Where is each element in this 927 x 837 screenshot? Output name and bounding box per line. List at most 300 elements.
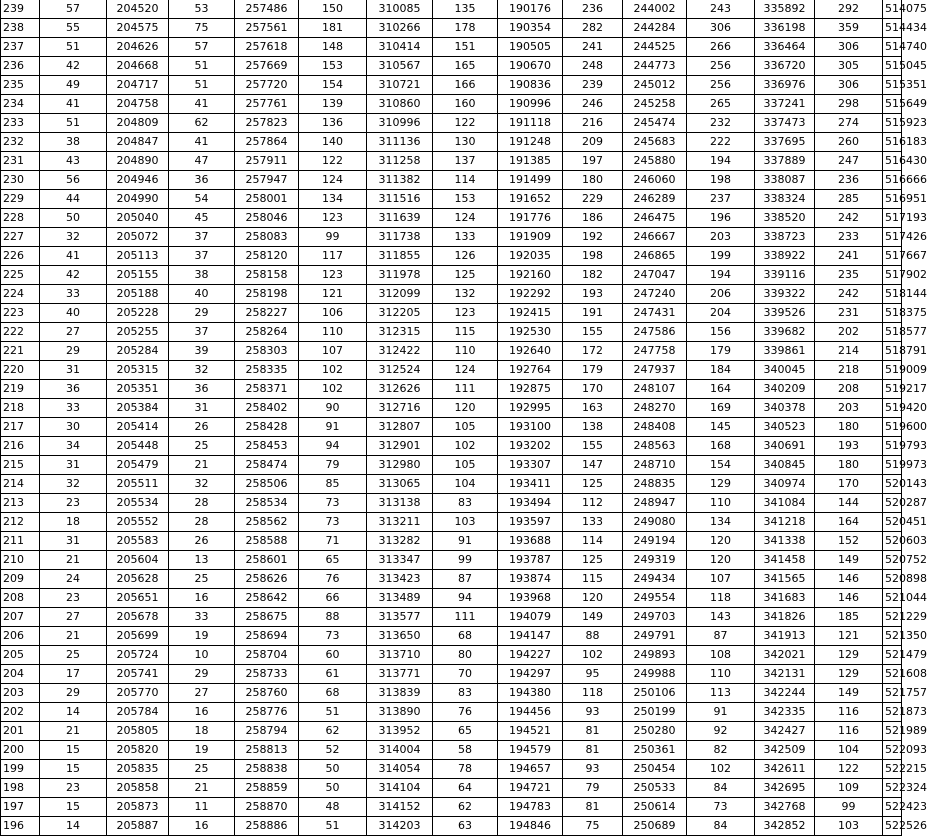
table-cell: 340378 xyxy=(755,399,815,418)
table-cell: 520898 xyxy=(883,570,902,589)
table-cell: 336198 xyxy=(755,19,815,38)
table-cell: 179 xyxy=(563,361,623,380)
table-cell: 246289 xyxy=(623,190,687,209)
table-cell: 54 xyxy=(169,190,235,209)
table-cell: 194380 xyxy=(498,684,563,703)
table-cell: 312524 xyxy=(367,361,433,380)
table-cell: 521608 xyxy=(883,665,902,684)
table-cell: 258158 xyxy=(235,266,299,285)
table-cell: 45 xyxy=(169,209,235,228)
table-cell: 192875 xyxy=(498,380,563,399)
table-cell: 31 xyxy=(40,361,107,380)
table-cell: 235 xyxy=(815,266,883,285)
table-cell: 92 xyxy=(687,722,755,741)
table-row xyxy=(1,361,902,380)
table-cell: 245683 xyxy=(623,133,687,152)
table-cell: 164 xyxy=(815,513,883,532)
table-cell: 342021 xyxy=(755,646,815,665)
table-cell: 194657 xyxy=(498,760,563,779)
table-cell: 205552 xyxy=(107,513,169,532)
table-cell: 153 xyxy=(433,190,498,209)
table-cell: 37 xyxy=(169,247,235,266)
table-cell: 41 xyxy=(40,95,107,114)
table-cell: 107 xyxy=(687,570,755,589)
table-cell: 190354 xyxy=(498,19,563,38)
table-cell: 62 xyxy=(299,722,367,741)
table-cell: 515045 xyxy=(883,57,902,76)
table-cell: 313423 xyxy=(367,570,433,589)
table-cell: 339526 xyxy=(755,304,815,323)
table-cell: 47 xyxy=(169,152,235,171)
table-cell: 205583 xyxy=(107,532,169,551)
table-cell: 122 xyxy=(433,114,498,133)
table-row xyxy=(1,380,902,399)
table-cell: 29 xyxy=(40,342,107,361)
table-cell: 14 xyxy=(40,703,107,722)
table-cell: 50 xyxy=(299,760,367,779)
row-score-cell: 200 xyxy=(1,741,40,760)
table-cell: 15 xyxy=(40,798,107,817)
table-cell: 191776 xyxy=(498,209,563,228)
table-cell: 81 xyxy=(563,722,623,741)
table-cell: 312807 xyxy=(367,418,433,437)
table-cell: 247937 xyxy=(623,361,687,380)
table-cell: 130 xyxy=(433,133,498,152)
table-cell: 258506 xyxy=(235,475,299,494)
table-cell: 204890 xyxy=(107,152,169,171)
table-cell: 62 xyxy=(169,114,235,133)
table-row xyxy=(1,38,902,57)
table-cell: 29 xyxy=(169,304,235,323)
table-cell: 312205 xyxy=(367,304,433,323)
table-cell: 205448 xyxy=(107,437,169,456)
table-cell: 336976 xyxy=(755,76,815,95)
table-cell: 515351 xyxy=(883,76,902,95)
table-cell: 115 xyxy=(433,323,498,342)
row-score-cell: 219 xyxy=(1,380,40,399)
table-cell: 514075 xyxy=(883,0,902,19)
table-cell: 306 xyxy=(815,76,883,95)
table-cell: 26 xyxy=(169,532,235,551)
table-cell: 341565 xyxy=(755,570,815,589)
table-cell: 516183 xyxy=(883,133,902,152)
row-score-cell: 205 xyxy=(1,646,40,665)
table-cell: 519793 xyxy=(883,437,902,456)
table-cell: 21 xyxy=(40,722,107,741)
table-cell: 150 xyxy=(299,0,367,19)
table-cell: 257823 xyxy=(235,114,299,133)
table-cell: 205315 xyxy=(107,361,169,380)
table-cell: 313138 xyxy=(367,494,433,513)
table-cell: 36 xyxy=(169,171,235,190)
table-cell: 194297 xyxy=(498,665,563,684)
row-score-cell: 211 xyxy=(1,532,40,551)
table-cell: 311978 xyxy=(367,266,433,285)
table-cell: 205678 xyxy=(107,608,169,627)
table-cell: 93 xyxy=(563,760,623,779)
table-cell: 113 xyxy=(687,684,755,703)
table-cell: 146 xyxy=(815,589,883,608)
row-score-cell: 239 xyxy=(1,0,40,19)
table-cell: 342768 xyxy=(755,798,815,817)
table-cell: 115 xyxy=(563,570,623,589)
table-cell: 53 xyxy=(169,0,235,19)
table-cell: 258335 xyxy=(235,361,299,380)
table-cell: 32 xyxy=(40,475,107,494)
table-cell: 258474 xyxy=(235,456,299,475)
table-cell: 341913 xyxy=(755,627,815,646)
table-cell: 138 xyxy=(563,418,623,437)
table-cell: 50 xyxy=(299,779,367,798)
table-cell: 205228 xyxy=(107,304,169,323)
table-row xyxy=(1,95,902,114)
table-cell: 160 xyxy=(433,95,498,114)
table-cell: 79 xyxy=(299,456,367,475)
table-cell: 19 xyxy=(169,627,235,646)
row-score-cell: 230 xyxy=(1,171,40,190)
table-cell: 179 xyxy=(687,342,755,361)
table-cell: 65 xyxy=(433,722,498,741)
table-cell: 311382 xyxy=(367,171,433,190)
table-cell: 180 xyxy=(815,418,883,437)
table-cell: 258642 xyxy=(235,589,299,608)
table-cell: 314203 xyxy=(367,817,433,836)
table-cell: 305 xyxy=(815,57,883,76)
table-cell: 204847 xyxy=(107,133,169,152)
table-cell: 245880 xyxy=(623,152,687,171)
table-cell: 91 xyxy=(687,703,755,722)
table-cell: 65 xyxy=(299,551,367,570)
table-cell: 203 xyxy=(815,399,883,418)
table-cell: 152 xyxy=(815,532,883,551)
table-cell: 192640 xyxy=(498,342,563,361)
table-cell: 63 xyxy=(433,817,498,836)
table-cell: 206 xyxy=(687,285,755,304)
table-cell: 124 xyxy=(433,209,498,228)
table-cell: 21 xyxy=(169,456,235,475)
table-cell: 246865 xyxy=(623,247,687,266)
table-cell: 57 xyxy=(40,0,107,19)
table-cell: 205384 xyxy=(107,399,169,418)
table-cell: 114 xyxy=(563,532,623,551)
table-cell: 204758 xyxy=(107,95,169,114)
table-row xyxy=(1,437,902,456)
table-cell: 94 xyxy=(433,589,498,608)
table-cell: 518791 xyxy=(883,342,902,361)
table-cell: 148 xyxy=(299,38,367,57)
table-cell: 312099 xyxy=(367,285,433,304)
table-cell: 87 xyxy=(433,570,498,589)
table-cell: 90 xyxy=(299,399,367,418)
table-row xyxy=(1,76,902,95)
table-cell: 519420 xyxy=(883,399,902,418)
table-cell: 239 xyxy=(563,76,623,95)
table-cell: 337241 xyxy=(755,95,815,114)
table-cell: 83 xyxy=(433,494,498,513)
table-cell: 244525 xyxy=(623,38,687,57)
table-cell: 258626 xyxy=(235,570,299,589)
table-cell: 337473 xyxy=(755,114,815,133)
table-cell: 311738 xyxy=(367,228,433,247)
table-cell: 241 xyxy=(563,38,623,57)
table-cell: 170 xyxy=(815,475,883,494)
table-cell: 520287 xyxy=(883,494,902,513)
table-cell: 154 xyxy=(687,456,755,475)
table-cell: 149 xyxy=(815,551,883,570)
table-cell: 28 xyxy=(169,513,235,532)
table-cell: 111 xyxy=(433,608,498,627)
table-cell: 194721 xyxy=(498,779,563,798)
table-cell: 125 xyxy=(433,266,498,285)
table-row xyxy=(1,646,902,665)
table-cell: 337889 xyxy=(755,152,815,171)
table-cell: 520603 xyxy=(883,532,902,551)
row-score-cell: 221 xyxy=(1,342,40,361)
table-cell: 314004 xyxy=(367,741,433,760)
table-cell: 194 xyxy=(687,152,755,171)
table-row xyxy=(1,684,902,703)
table-cell: 120 xyxy=(687,532,755,551)
table-cell: 313577 xyxy=(367,608,433,627)
table-row xyxy=(1,741,902,760)
table-cell: 99 xyxy=(815,798,883,817)
table-cell: 313839 xyxy=(367,684,433,703)
table-cell: 313890 xyxy=(367,703,433,722)
table-cell: 231 xyxy=(815,304,883,323)
table-cell: 129 xyxy=(815,646,883,665)
row-score-cell: 214 xyxy=(1,475,40,494)
row-score-cell: 232 xyxy=(1,133,40,152)
table-cell: 311639 xyxy=(367,209,433,228)
table-cell: 55 xyxy=(40,19,107,38)
table-cell: 340523 xyxy=(755,418,815,437)
table-cell: 237 xyxy=(687,190,755,209)
table-cell: 311855 xyxy=(367,247,433,266)
table-cell: 36 xyxy=(169,380,235,399)
table-cell: 205604 xyxy=(107,551,169,570)
table-cell: 340691 xyxy=(755,437,815,456)
table-cell: 50 xyxy=(40,209,107,228)
table-row xyxy=(1,494,902,513)
table-cell: 147 xyxy=(563,456,623,475)
table-cell: 192 xyxy=(563,228,623,247)
table-cell: 122 xyxy=(815,760,883,779)
table-cell: 111 xyxy=(433,380,498,399)
table-cell: 155 xyxy=(563,323,623,342)
table-cell: 244284 xyxy=(623,19,687,38)
row-score-cell: 218 xyxy=(1,399,40,418)
table-cell: 242 xyxy=(815,285,883,304)
table-cell: 520752 xyxy=(883,551,902,570)
table-cell: 15 xyxy=(40,760,107,779)
table-cell: 42 xyxy=(40,266,107,285)
table-cell: 156 xyxy=(687,323,755,342)
table-cell: 204990 xyxy=(107,190,169,209)
table-cell: 40 xyxy=(40,304,107,323)
table-cell: 258453 xyxy=(235,437,299,456)
table-cell: 73 xyxy=(687,798,755,817)
table-cell: 194846 xyxy=(498,817,563,836)
table-cell: 265 xyxy=(687,95,755,114)
table-cell: 244773 xyxy=(623,57,687,76)
row-score-cell: 213 xyxy=(1,494,40,513)
table-cell: 118 xyxy=(563,684,623,703)
table-cell: 30 xyxy=(40,418,107,437)
row-score-cell: 222 xyxy=(1,323,40,342)
table-cell: 125 xyxy=(563,551,623,570)
table-cell: 248107 xyxy=(623,380,687,399)
table-cell: 144 xyxy=(815,494,883,513)
table-cell: 515923 xyxy=(883,114,902,133)
table-cell: 125 xyxy=(563,475,623,494)
table-cell: 57 xyxy=(169,38,235,57)
table-cell: 257947 xyxy=(235,171,299,190)
table-row xyxy=(1,285,902,304)
table-cell: 336464 xyxy=(755,38,815,57)
table-row xyxy=(1,456,902,475)
table-cell: 517193 xyxy=(883,209,902,228)
table-cell: 66 xyxy=(299,589,367,608)
table-cell: 204717 xyxy=(107,76,169,95)
table-row xyxy=(1,817,902,836)
table-cell: 73 xyxy=(299,494,367,513)
table-row xyxy=(1,703,902,722)
table-cell: 205113 xyxy=(107,247,169,266)
table-cell: 312315 xyxy=(367,323,433,342)
table-cell: 205351 xyxy=(107,380,169,399)
table-cell: 191 xyxy=(563,304,623,323)
table-cell: 38 xyxy=(169,266,235,285)
table-cell: 73 xyxy=(299,513,367,532)
table-row xyxy=(1,228,902,247)
table-cell: 204668 xyxy=(107,57,169,76)
table-cell: 51 xyxy=(169,57,235,76)
table-cell: 186 xyxy=(563,209,623,228)
table-cell: 257618 xyxy=(235,38,299,57)
table-cell: 27 xyxy=(40,323,107,342)
table-cell: 258870 xyxy=(235,798,299,817)
table-cell: 91 xyxy=(433,532,498,551)
table-cell: 103 xyxy=(815,817,883,836)
table-cell: 123 xyxy=(299,266,367,285)
table-cell: 340209 xyxy=(755,380,815,399)
table-cell: 310266 xyxy=(367,19,433,38)
row-score-cell: 197 xyxy=(1,798,40,817)
table-cell: 99 xyxy=(299,228,367,247)
table-cell: 197 xyxy=(563,152,623,171)
table-cell: 342695 xyxy=(755,779,815,798)
table-row xyxy=(1,399,902,418)
table-cell: 194 xyxy=(687,266,755,285)
table-cell: 341458 xyxy=(755,551,815,570)
table-cell: 110 xyxy=(687,665,755,684)
row-score-cell: 224 xyxy=(1,285,40,304)
table-cell: 258776 xyxy=(235,703,299,722)
table-cell: 249988 xyxy=(623,665,687,684)
table-cell: 258694 xyxy=(235,627,299,646)
table-cell: 313710 xyxy=(367,646,433,665)
table-cell: 522324 xyxy=(883,779,902,798)
table-cell: 199 xyxy=(687,247,755,266)
table-cell: 310085 xyxy=(367,0,433,19)
table-row xyxy=(1,608,902,627)
table-cell: 25 xyxy=(169,570,235,589)
table-cell: 314054 xyxy=(367,760,433,779)
table-cell: 520143 xyxy=(883,475,902,494)
table-cell: 521229 xyxy=(883,608,902,627)
table-cell: 203 xyxy=(687,228,755,247)
table-cell: 139 xyxy=(299,95,367,114)
table-cell: 232 xyxy=(687,114,755,133)
table-cell: 198 xyxy=(563,247,623,266)
row-score-cell: 237 xyxy=(1,38,40,57)
table-cell: 517902 xyxy=(883,266,902,285)
table-row xyxy=(1,133,902,152)
row-score-cell: 208 xyxy=(1,589,40,608)
table-cell: 314152 xyxy=(367,798,433,817)
table-cell: 340045 xyxy=(755,361,815,380)
table-cell: 136 xyxy=(299,114,367,133)
table-cell: 342509 xyxy=(755,741,815,760)
table-cell: 194456 xyxy=(498,703,563,722)
table-cell: 205155 xyxy=(107,266,169,285)
table-cell: 153 xyxy=(299,57,367,76)
table-cell: 194783 xyxy=(498,798,563,817)
table-cell: 134 xyxy=(299,190,367,209)
table-cell: 191385 xyxy=(498,152,563,171)
table-cell: 282 xyxy=(563,19,623,38)
table-cell: 193874 xyxy=(498,570,563,589)
table-cell: 32 xyxy=(169,361,235,380)
table-cell: 154 xyxy=(299,76,367,95)
table-cell: 29 xyxy=(40,684,107,703)
table-cell: 229 xyxy=(563,190,623,209)
table-cell: 124 xyxy=(433,361,498,380)
table-cell: 191248 xyxy=(498,133,563,152)
table-cell: 245012 xyxy=(623,76,687,95)
table-cell: 31 xyxy=(40,456,107,475)
table-cell: 76 xyxy=(433,703,498,722)
table-cell: 216 xyxy=(563,114,623,133)
table-cell: 342131 xyxy=(755,665,815,684)
table-cell: 335892 xyxy=(755,0,815,19)
table-cell: 110 xyxy=(687,494,755,513)
table-cell: 193 xyxy=(563,285,623,304)
table-cell: 313771 xyxy=(367,665,433,684)
table-cell: 190670 xyxy=(498,57,563,76)
table-cell: 337695 xyxy=(755,133,815,152)
table-cell: 56 xyxy=(40,171,107,190)
row-score-cell: 231 xyxy=(1,152,40,171)
table-row xyxy=(1,589,902,608)
table-cell: 61 xyxy=(299,665,367,684)
table-cell: 247758 xyxy=(623,342,687,361)
row-score-cell: 226 xyxy=(1,247,40,266)
table-cell: 99 xyxy=(433,551,498,570)
table-cell: 193787 xyxy=(498,551,563,570)
table-cell: 194521 xyxy=(498,722,563,741)
table-cell: 107 xyxy=(299,342,367,361)
table-cell: 248947 xyxy=(623,494,687,513)
table-row xyxy=(1,247,902,266)
table-cell: 341683 xyxy=(755,589,815,608)
table-cell: 514434 xyxy=(883,19,902,38)
table-cell: 258001 xyxy=(235,190,299,209)
table-cell: 123 xyxy=(299,209,367,228)
table-cell: 311136 xyxy=(367,133,433,152)
table-cell: 257911 xyxy=(235,152,299,171)
table-cell: 11 xyxy=(169,798,235,817)
